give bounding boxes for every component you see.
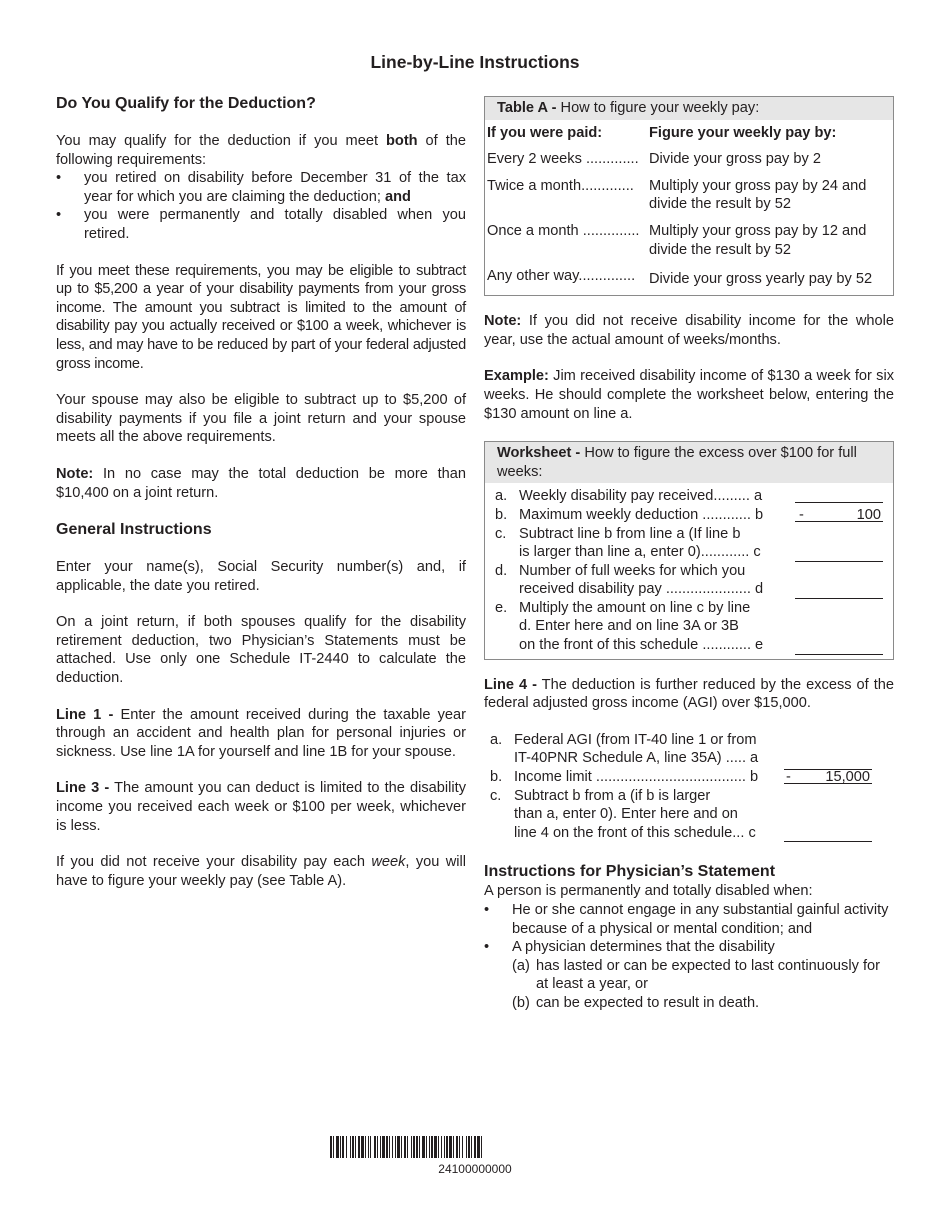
physician-intro: A person is permanently and totally disabled when: bbox=[484, 883, 813, 900]
agi-b-field: - 15,000 bbox=[786, 769, 870, 786]
agi-line-c: c. Subtract b from a (if b is larger than a, enter 0). Enter here and on line 4 on the front of this schedule... c bbox=[484, 787, 894, 843]
physician-sub-a: (a) has lasted or can be expected to last continuously for at least a year, or bbox=[512, 957, 880, 993]
right-column bbox=[484, 96, 894, 1013]
agi-line-b: b. Income limit ..................................... b - 15,000 bbox=[490, 769, 870, 786]
worksheet-body bbox=[485, 483, 893, 658]
table-row: Every 2 weeks ............. Divide your gross pay by 2 bbox=[487, 151, 821, 168]
example-paragraph: Example: Jim received disability income of $130 a week for six weeks. He should complete the worksheet below, entering the $130 amount on line a. bbox=[484, 368, 894, 422]
worksheet-line-e: e. Multiply the amount on line c by line d. Enter here and on line 3A or 3B on the front of this schedule ............ e bbox=[495, 599, 883, 655]
qualify-heading: Do You Qualify for the Deduction? bbox=[56, 95, 316, 112]
table-a-header-row bbox=[485, 120, 893, 147]
requirement-1: • you retired on disability before December 31 of the tax year for which you are claiming the deduction; and bbox=[56, 169, 466, 206]
line3-paragraph: Line 3 - The amount you can deduct is limited to the disability income you received each week or $100 per week, whichever is less. bbox=[56, 780, 466, 834]
line-d-field[interactable] bbox=[795, 583, 883, 599]
physician-heading: Instructions for Physician’s Statement bbox=[484, 863, 776, 881]
weekly-paragraph: If you did not receive your disability pay each week, you will have to figure your weekly pay (see Table A). bbox=[56, 854, 466, 889]
joint-paragraph: On a joint return, if both spouses qualify for the disability retirement deduction, two Physician’s Statements must be attached. Use only one Schedule IT-2440 to calculate the deduction. bbox=[56, 614, 466, 687]
page-title: Line-by-Line Instructions bbox=[370, 52, 580, 72]
physician-sub-b: (b) can be expected to result in death. bbox=[512, 994, 760, 1011]
line4-paragraph: Line 4 - The deduction is further reduced by the excess of the federal adjusted gross income (AGI) over $15,000. bbox=[484, 676, 894, 712]
table-a-header: Table A - How to figure your weekly pay: bbox=[485, 97, 893, 120]
whole-year-note: Note: If you did not receive disability income for the whole year, use the actual amount of weeks/months. bbox=[484, 313, 894, 348]
subtract-paragraph: If you meet these requirements, you may be eligible to subtract up to $5,200 a year of your disability payments from your gross income. The amount you subtract is limited to the amount of disability pay you actually received or $100 a week, whichever is less, and may have to be reduced by part of your federal adjusted gross income. bbox=[56, 262, 466, 372]
agi-worksheet bbox=[484, 731, 894, 843]
col-header-paid: If you were paid: bbox=[487, 124, 603, 141]
agi-line-a: a. Federal AGI (from IT-40 line 1 or from IT-40PNR Schedule A, line 35A) ..... a bbox=[484, 731, 894, 768]
table-row: Once a month .............. Multiply your gross pay by 12 and divide the result by 52 bbox=[487, 222, 867, 258]
worksheet bbox=[484, 441, 894, 660]
requirement-2: • you were permanently and totally disabled when you retired. bbox=[56, 206, 466, 243]
general-heading: General Instructions bbox=[56, 521, 212, 539]
line-a-field[interactable] bbox=[795, 487, 883, 503]
worksheet-line-a: a. Weekly disability pay received......... a bbox=[495, 487, 883, 506]
worksheet-line-c: c. Subtract line b from line a (If line b is larger than line a, enter 0)............ c bbox=[495, 525, 883, 562]
barcode-image bbox=[330, 1136, 620, 1158]
agi-c-field[interactable] bbox=[784, 826, 872, 842]
line1-paragraph: Line 1 - Enter the amount received during the taxable year through an accident and health plan for personal injuries or sickness. Use line 1A for yourself and line 1B for your spouse. bbox=[56, 706, 466, 760]
col-header-figure: Figure your weekly pay by: bbox=[649, 124, 837, 141]
physician-bullet-2: • A physician determines that the disability (a) has lasted or can be expected to last continuously for at least a year, or (b) can be expected to result in death. bbox=[484, 938, 894, 1012]
qualify-intro: You may qualify for the deduction if you meet both of the following requirements: bbox=[56, 133, 466, 168]
left-column bbox=[56, 94, 466, 890]
joint-note: Note: In no case may the total deduction be more than $10,400 on a joint return. bbox=[56, 465, 466, 501]
physician-list bbox=[484, 901, 894, 1013]
table-row: Twice a month............. Multiply your gross pay by 24 and divide the result by 52 bbox=[487, 177, 867, 213]
line-e-field[interactable] bbox=[795, 639, 883, 655]
physician-bullet-1: • He or she cannot engage in any substantial gainful activity because of a physical or mental condition; and bbox=[484, 901, 894, 938]
worksheet-line-b: b. Maximum weekly deduction ............ b - 100 bbox=[495, 506, 881, 523]
line-b-field: - 100 bbox=[795, 506, 883, 522]
requirements-list bbox=[56, 169, 466, 243]
worksheet-header: Worksheet - How to figure the excess over $100 for full weeks: bbox=[485, 442, 893, 483]
table-a-grid bbox=[485, 120, 893, 296]
line-c-field[interactable] bbox=[795, 546, 883, 562]
table-row: Any other way.............. Divide your gross yearly pay by 52 bbox=[487, 268, 873, 288]
barcode-number: 24100000000 bbox=[438, 1162, 512, 1176]
worksheet-line-d: d. Number of full weeks for which you received disability pay ..................... d bbox=[495, 562, 883, 599]
table-a bbox=[484, 96, 894, 296]
name-paragraph: Enter your name(s), Social Security number(s) and, if applicable, the date you retired. bbox=[56, 559, 466, 594]
spouse-paragraph: Your spouse may also be eligible to subtract up to $5,200 of disability payments if you file a joint return and your spouse meets all the above requirements. bbox=[56, 392, 466, 446]
